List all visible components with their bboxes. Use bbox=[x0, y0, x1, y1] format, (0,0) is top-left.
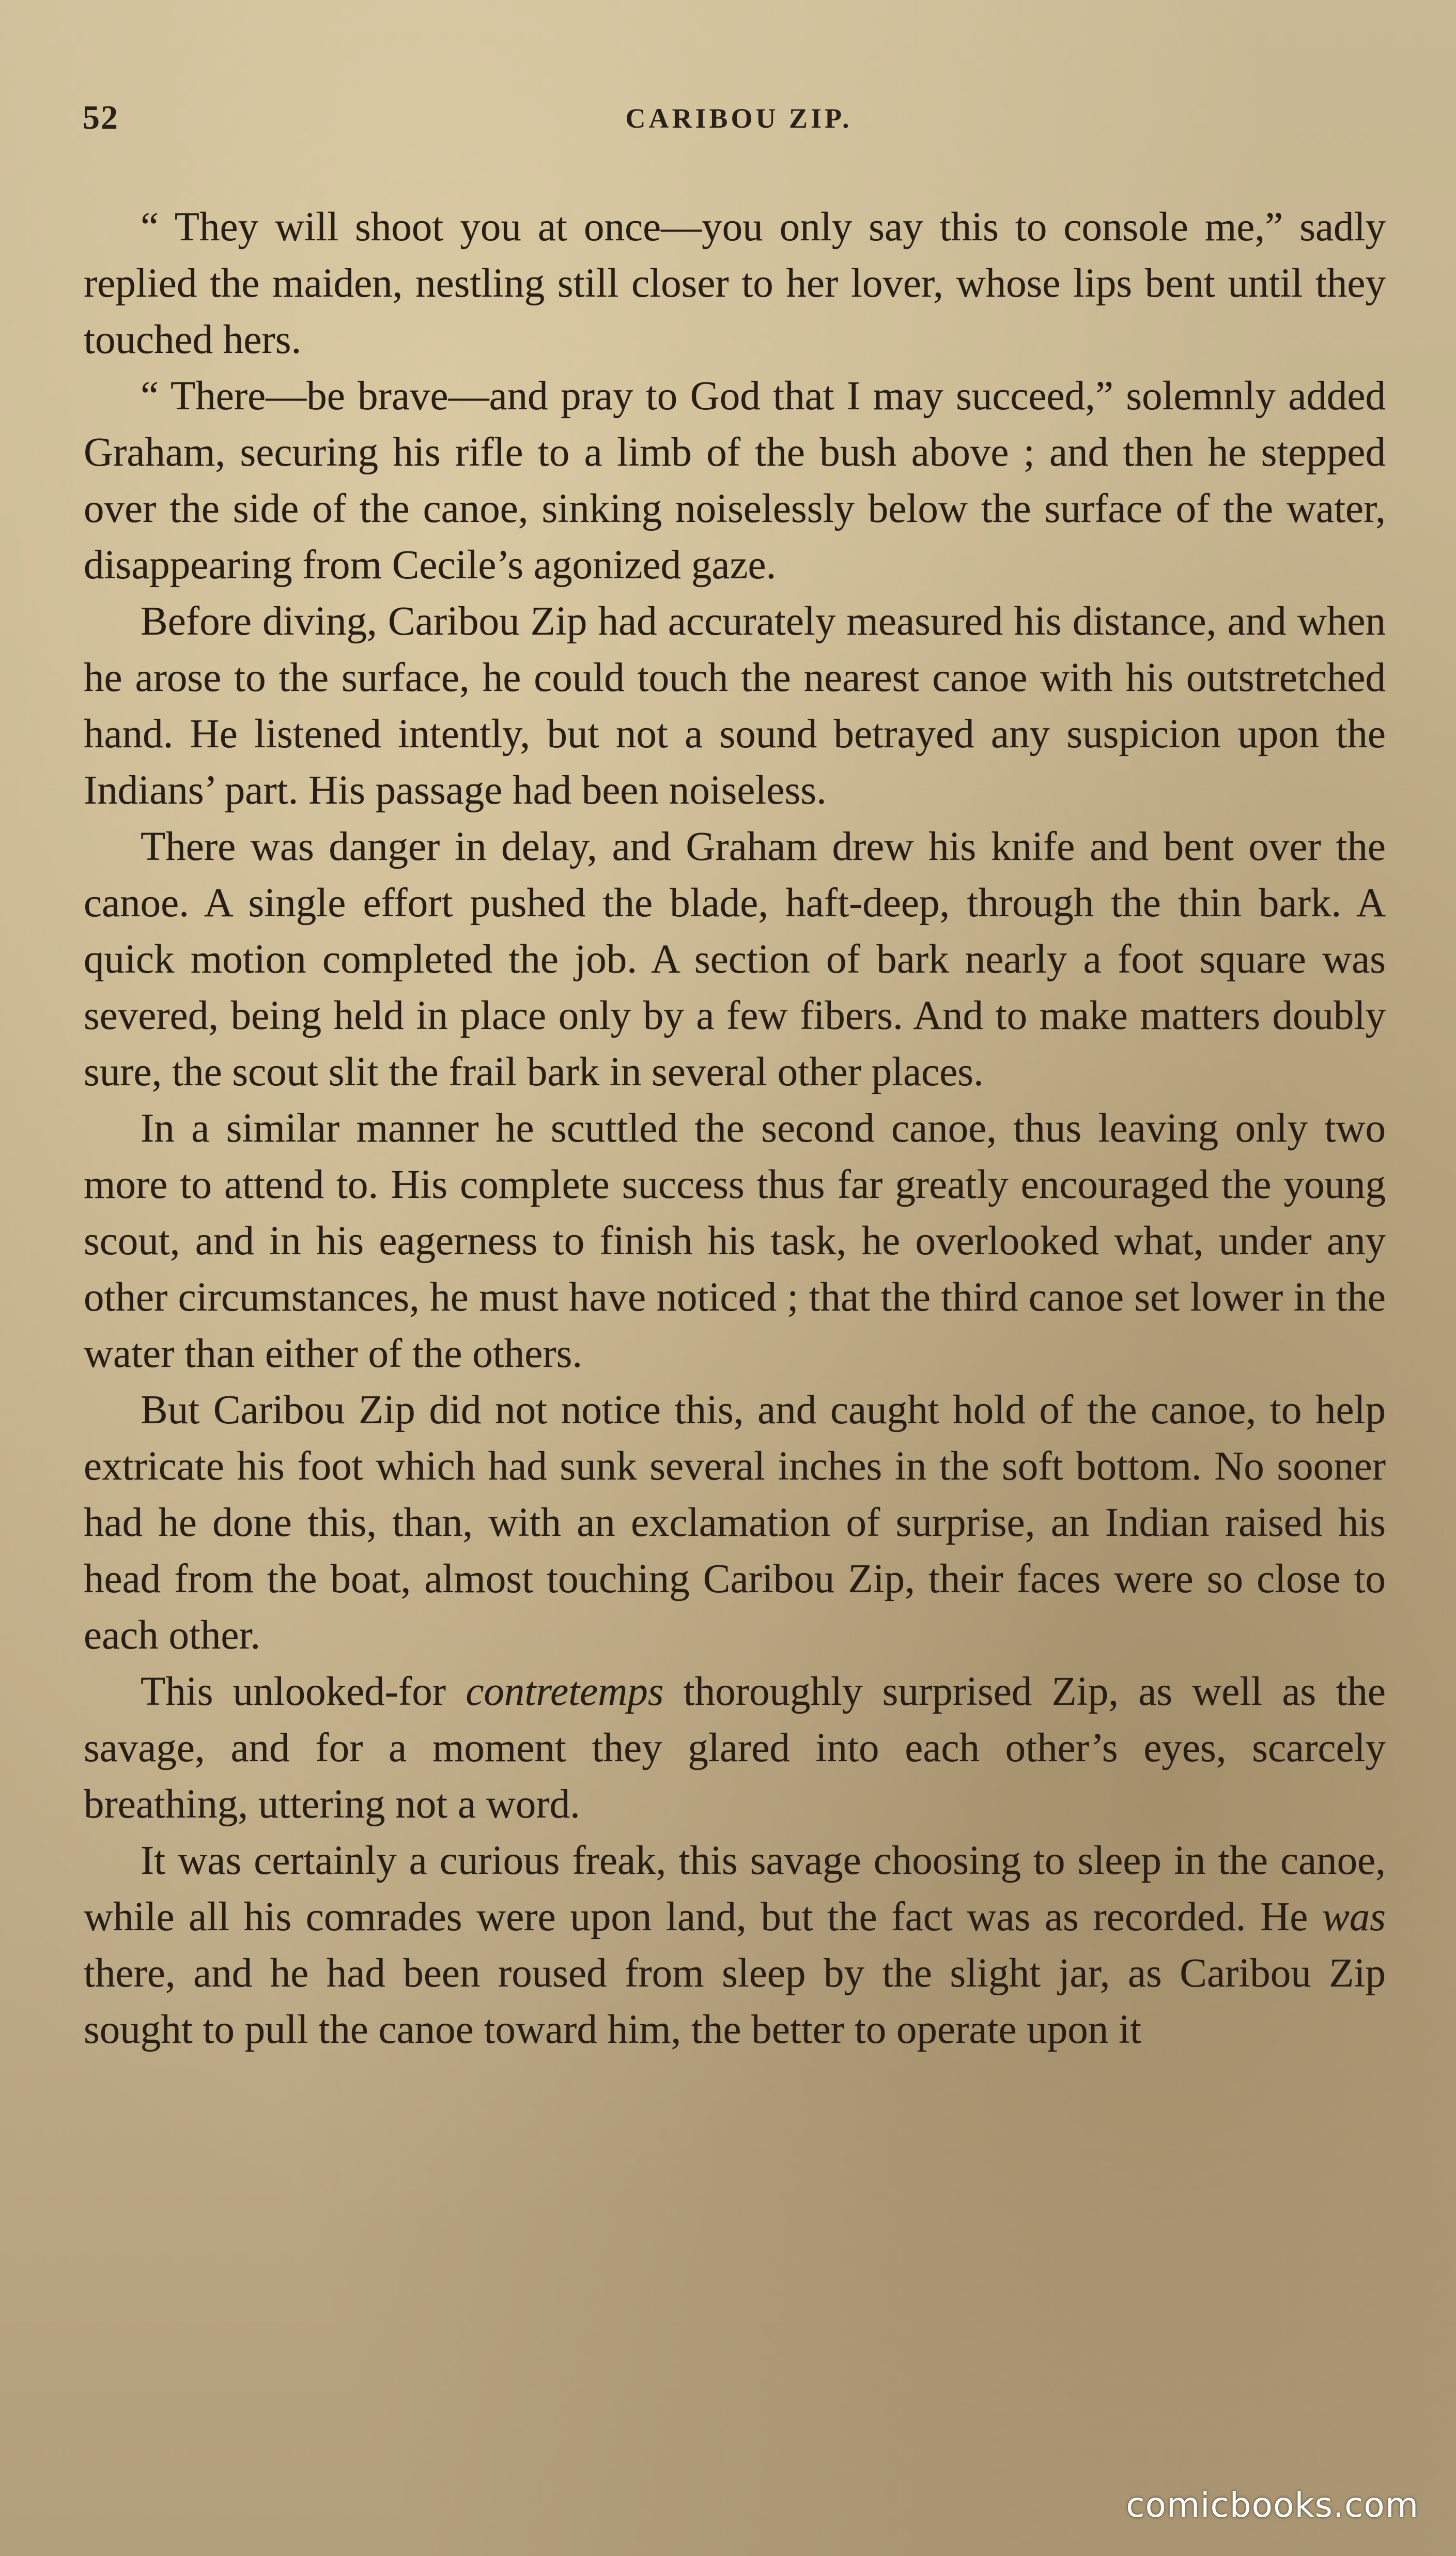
paragraph-8-text-end: there, and he had been roused from sleep by the slight jar, as Caribou Zip sought to pull the canoe toward him, the better to operate upon it bbox=[84, 1951, 1386, 2052]
paragraph-6: But Caribou Zip did not notice this, and caught hold of the canoe, to help extricate his foot which had sunk several inches in the soft bottom. No sooner had he done this, than, with an exclamation of surprise, an Indian raised his head from the boat, almost touching Caribou Zip, their faces were so close to each other. bbox=[84, 1388, 1386, 1658]
paragraph-8-italic: was bbox=[1322, 1895, 1386, 1939]
paragraph-8-text-start: It was certainly a curious freak, this savage choosing to sleep in the canoe, while all his comrades were upon land, but the fact was as recorded. He bbox=[84, 1838, 1386, 1939]
paragraph-4: There was danger in delay, and Graham drew his knife and bent over the canoe. A single effort pushed the blade, haft-deep, through the thin bark. A quick motion completed the job. A section of bark nearly a foot square was severed, being held in place only by a few fibers. And to make matters doubly sure, the scout slit the frail bark in several other places. bbox=[84, 824, 1386, 1095]
paragraph-1: “ They will shoot you at once—you only say this to console me,” sadly replied the maiden, nestling still closer to her lover, whose lips bent until they touched hers. bbox=[84, 205, 1386, 362]
paragraph-7-text-start: This unlooked-for bbox=[141, 1669, 466, 1714]
paragraph-7-text-end: thoroughly surprised Zip, as well as the savage, and for a moment they glared into each other’s eyes, scarcely breathing, uttering not a word. bbox=[84, 1669, 1386, 1827]
body-text bbox=[84, 199, 1386, 2058]
paragraph-8 bbox=[84, 1833, 1386, 2058]
paragraph-7 bbox=[84, 1664, 1386, 1833]
paragraph-2: “ There—be brave—and pray to God that I may succeed,” solemnly added Graham, securing his rifle to a limb of the bush above ; and then he stepped over the side of the canoe, sinking noiselessly below the surface of the water, disappearing from Cecile’s agonized gaze. bbox=[84, 374, 1386, 588]
watermark: comicbooks.com bbox=[1126, 2485, 1419, 2525]
paragraph-7-italic: contretemps bbox=[466, 1669, 664, 1714]
paragraph-5: In a similar manner he scuttled the second canoe, thus leaving only two more to attend to. His complete success thus far greatly encouraged the young scout, and in his eagerness to finish his task, he overlooked what, under any other circumstances, he must have noticed ; that the third canoe set lower in the water than either of the others. bbox=[84, 1106, 1386, 1376]
running-head bbox=[83, 98, 1395, 145]
running-title: CARIBOU ZIP. bbox=[625, 103, 853, 134]
page-number: 52 bbox=[83, 99, 119, 136]
paragraph-3: Before diving, Caribou Zip had accurately measured his distance, and when he arose to the surface, he could touch the nearest canoe with his outstretched hand. He listened intently, but not a sound betrayed any suspicion upon the Indians’ part. His passage had been noiseless. bbox=[84, 599, 1386, 813]
